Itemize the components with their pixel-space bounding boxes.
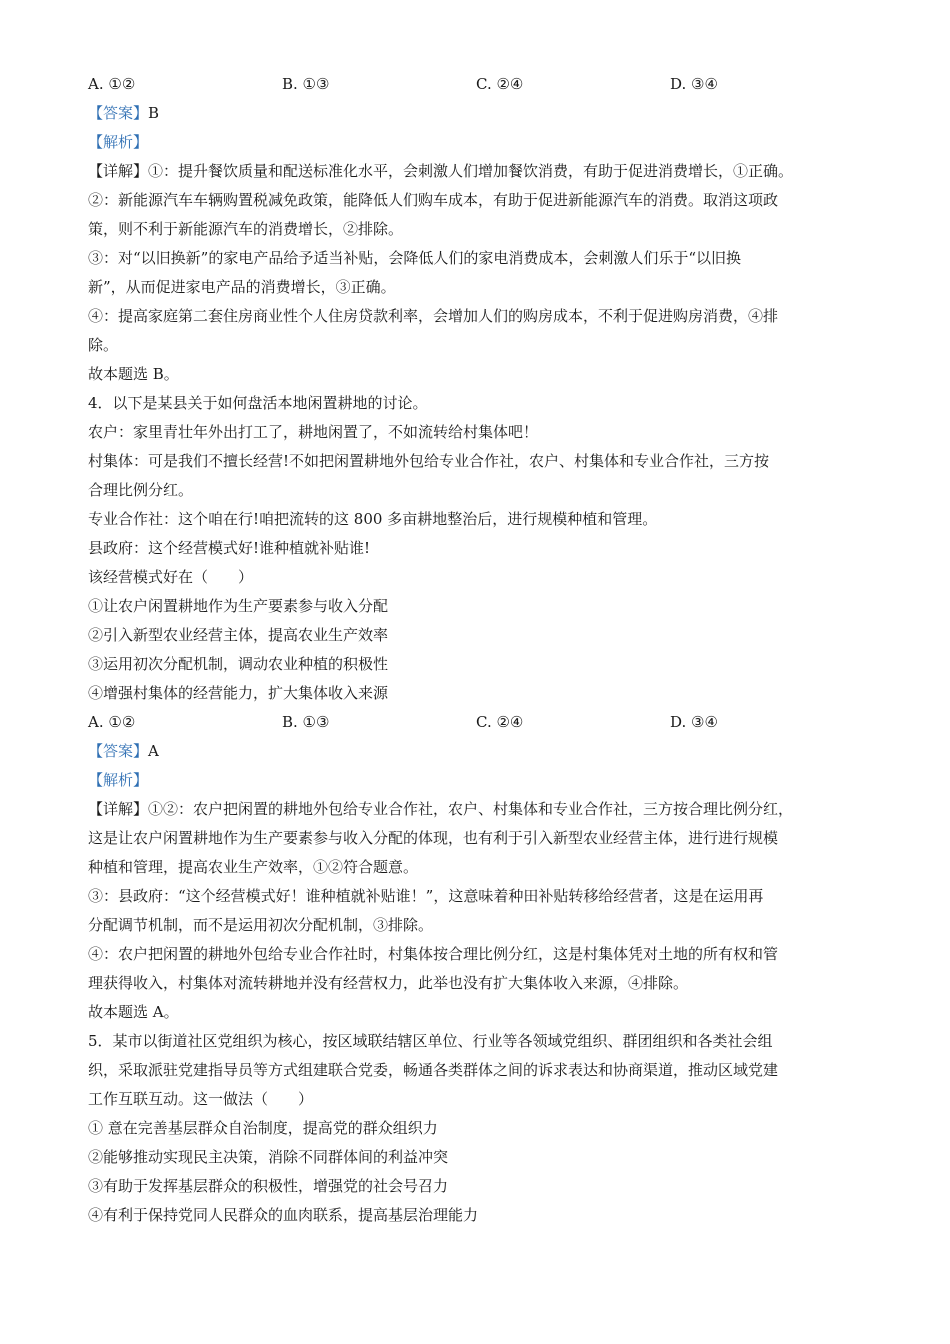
q4-stem-line: 专业合作社：这个咱在行!咱把流转的这 800 多亩耕地整治后，进行规模种植和管理。 — [88, 510, 658, 528]
q4-detail-line: ④：农户把闲置的耕地外包给专业合作社时，村集体按合理比例分红，这是村集体凭对土地的所有权和管 — [88, 945, 779, 963]
q5-statement: ②能够推动实现民主决策，消除不同群体间的利益冲突 — [88, 1148, 449, 1166]
q3-answer-value: B — [148, 104, 160, 122]
q3-detail-line: ②：新能源汽车车辆购置税减免政策，能降低人们购车成本，有助于促进新能源汽车的消费。取消这项政 — [88, 191, 779, 209]
q4-stem-line: 村集体：可是我们不擅长经营!不如把闲置耕地外包给专业合作社，农户、村集体和专业合作社，三方按 — [88, 452, 770, 470]
q4-detail-line: 种植和管理，提高农业生产效率，①②符合题意。 — [88, 858, 419, 876]
q5-stem-line: 织，采取派驻党建指导员等方式组建联合党委，畅通各类群体之间的诉求表达和协商渠道，推动区域党建 — [88, 1061, 779, 1079]
q4-detail-line: ③：县政府：“这个经营模式好！谁种植就补贴谁！”，这意味着种田补贴转移给经营者，这是在运用再 — [88, 887, 764, 905]
q3-detail-line: 除。 — [88, 336, 119, 354]
q4-statement: ③运用初次分配机制，调动农业种植的积极性 — [88, 655, 389, 673]
q3-option-a: A. ①② — [88, 75, 136, 93]
q4-detail-line: 理获得收入，村集体对流转耕地并没有经营权力，此举也没有扩大集体收入来源，④排除。 — [88, 974, 689, 992]
q4-detail-line: 分配调节机制，而不是运用初次分配机制，③排除。 — [88, 916, 434, 934]
q5-stem-line: 5．某市以街道社区党组织为核心，按区域联结辖区单位、行业等各领域党组织、群团组织和各类社会组 — [88, 1032, 773, 1050]
q4-stem-line: 农户：家里青壮年外出打工了，耕地闲置了，不如流转给村集体吧！ — [88, 423, 539, 441]
q3-detail-line: ④：提高家庭第二套住房商业性个人住房贷款利率，会增加人们的购房成本，不利于促进购房消费，④排 — [88, 307, 779, 325]
q4-stem-title: 4．以下是某县关于如何盘活本地闲置耕地的讨论。 — [88, 394, 428, 412]
q3-conclusion: 故本题选 B。 — [88, 365, 179, 383]
q4-answer — [88, 737, 868, 766]
q5-statement: ① 意在完善基层群众自治制度，提高党的群众组织力 — [88, 1119, 438, 1137]
q3-detail-text: ①：提升餐饮质量和配送标准化水平，会刺激人们增加餐饮消费，有助于促进消费增长，①正确。 — [148, 162, 794, 180]
q3-answer — [88, 99, 868, 128]
q4-answer-label: 【答案】 — [88, 742, 149, 760]
q3-detail-line: ③：对“以旧换新”的家电产品给予适当补贴，会降低人们的家电消费成本，会刺激人们乐于“以旧换 — [88, 249, 742, 267]
q4-option-c: C. ②④ — [476, 713, 524, 731]
q3-detail-line — [88, 157, 868, 186]
document-content — [88, 70, 868, 1230]
q4-detail-line — [88, 795, 868, 824]
q4-conclusion: 故本题选 A。 — [88, 1003, 179, 1021]
q3-detail-line: 新”，从而促进家电产品的消费增长，③正确。 — [88, 278, 396, 296]
q3-analysis-label: 【解析】 — [88, 133, 149, 151]
q4-analysis-label: 【解析】 — [88, 771, 149, 789]
q3-detail-label: 【详解】 — [88, 162, 149, 180]
q5-question: 工作互联互动。这一做法（ ） — [88, 1090, 314, 1108]
q4-options — [88, 708, 868, 737]
q5-statement: ④有利于保持党同人民群众的血肉联系，提高基层治理能力 — [88, 1206, 479, 1224]
q4-statement: ④增强村集体的经营能力，扩大集体收入来源 — [88, 684, 389, 702]
q4-question: 该经营模式好在（ ） — [88, 568, 254, 586]
q4-detail-line: 这是让农户闲置耕地作为生产要素参与收入分配的体现，也有利于引入新型农业经营主体，进行进行规模 — [88, 829, 779, 847]
q4-statement: ②引入新型农业经营主体，提高农业生产效率 — [88, 626, 389, 644]
q3-option-b: B. ①③ — [282, 75, 330, 93]
q4-option-a: A. ①② — [88, 713, 136, 731]
q5-statement: ③有助于发挥基层群众的积极性，增强党的社会号召力 — [88, 1177, 449, 1195]
q3-answer-label: 【答案】 — [88, 104, 149, 122]
q3-detail-line: 策，则不利于新能源汽车的消费增长，②排除。 — [88, 220, 404, 238]
q4-detail-label: 【详解】 — [88, 800, 149, 818]
q3-options — [88, 70, 868, 99]
q3-option-d: D. ③④ — [670, 75, 718, 93]
q4-stem-line: 县政府：这个经营模式好!谁种植就补贴谁! — [88, 539, 371, 557]
q4-statement: ①让农户闲置耕地作为生产要素参与收入分配 — [88, 597, 389, 615]
q4-option-d: D. ③④ — [670, 713, 718, 731]
q3-option-c: C. ②④ — [476, 75, 524, 93]
q4-stem-line: 合理比例分红。 — [88, 481, 194, 499]
q4-detail-text: ①②：农户把闲置的耕地外包给专业合作社，农户、村集体和专业合作社，三方按合理比例分红， — [148, 800, 794, 818]
q4-option-b: B. ①③ — [282, 713, 330, 731]
q4-answer-value: A — [148, 742, 159, 760]
